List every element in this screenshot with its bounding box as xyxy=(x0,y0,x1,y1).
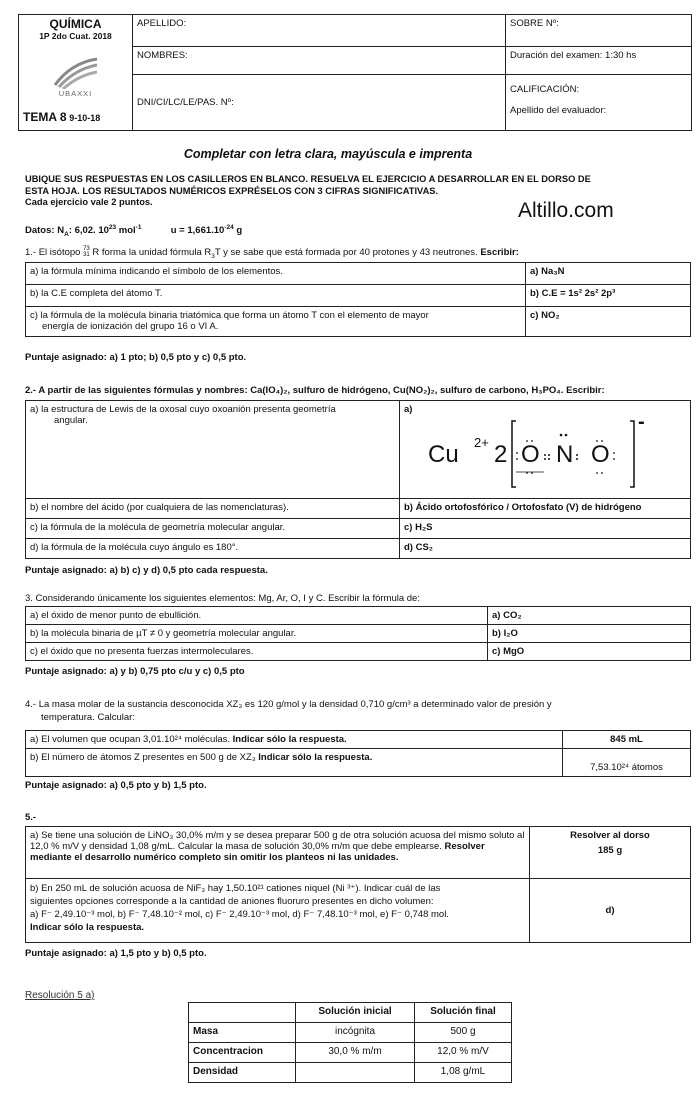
q5-a-text: a) Se tiene una solución de LiNO₃ 30,0% m/m y se desea preparar 500 g de otra solución acuosa del mismo soluto al 12,0 % m/V y densidad 1,08 g/mL. Calcular la masa de solución 30,0% m/m que debe emplearse. xyxy=(30,830,525,852)
q1-c-answer[interactable]: c) NO₂ xyxy=(526,307,691,337)
q2-c-question: c) la fórmula de la molécula de geometría molecular angular. xyxy=(26,519,400,539)
lewis-minus: - xyxy=(638,411,645,433)
q2-points: Puntaje asignado: a) b) c) y d) 0,5 pto cada respuesta. xyxy=(25,565,268,576)
lewis-o1: O xyxy=(521,441,540,468)
q1-intro-bold: Escribir: xyxy=(480,247,519,258)
datos-unit: mol xyxy=(116,225,136,237)
datos-exp: 23 xyxy=(108,224,117,231)
res-row0-col2: 500 g xyxy=(415,1023,512,1043)
res-row1-label: Concentracion xyxy=(189,1043,296,1063)
q3-b-question: b) la molécula binaria de µT ≠ 0 y geometría molecular angular. xyxy=(26,625,488,643)
q1-a-question: a) la fórmula mínima indicando el símbolo de los elementos. xyxy=(26,263,526,285)
datos-line xyxy=(25,224,242,238)
apellido-cell[interactable] xyxy=(133,15,506,47)
q5-b-bold: Indicar sólo la respuesta. xyxy=(30,922,145,933)
q1-intro xyxy=(25,246,519,263)
q1-intro-a: 1.- El isótopo xyxy=(25,247,84,258)
q2-d-question: d) la fórmula de la molécula cuyo ángulo es 180°. xyxy=(26,539,400,559)
lewis-structure xyxy=(428,411,688,495)
res-row2-col2: 1,08 g/mL xyxy=(415,1063,512,1083)
q3-points: Puntaje asignado: a) y b) 0,75 pto c/u y c) 0,5 pto xyxy=(25,666,245,677)
instructions-line3: Cada ejercicio vale 2 puntos. xyxy=(25,197,153,207)
res-row1-col2: 12,0 % m/V xyxy=(415,1043,512,1063)
lewis-n: N xyxy=(556,441,574,468)
res-row2-col1 xyxy=(296,1063,415,1083)
q5-points: Puntaje asignado: a) 1,5 pto y b) 0,5 pto. xyxy=(25,948,207,959)
q4-b-text: b) El número de átomos Z presentes en 500 g de XZ₃ xyxy=(30,752,259,763)
tema-date: 9-10-18 xyxy=(69,113,101,123)
q1-intro-b: R forma la unidad fórmula R xyxy=(89,247,212,258)
q3-table xyxy=(25,606,691,661)
q4-a-text: a) El volumen que ocupan 3,01.10²⁴ moléculas. xyxy=(30,734,233,745)
q2-a-question xyxy=(26,401,400,499)
q5-table xyxy=(25,826,691,943)
q1-points: Puntaje asignado: a) 1 pto; b) 0,5 pto y c) 0,5 pto. xyxy=(25,352,247,363)
q5-intro: 5.- xyxy=(25,812,37,823)
q2-intro-bold: Escribir: xyxy=(566,385,605,396)
q2-a-line1: a) la estructura de Lewis de la oxosal cuyo oxoanión presenta geometría xyxy=(30,404,336,415)
q1-c-question xyxy=(26,307,526,337)
q3-a-answer[interactable]: a) CO₂ xyxy=(488,607,691,625)
res-header-1: Solución inicial xyxy=(296,1003,415,1023)
q5-a-answer[interactable] xyxy=(530,827,691,879)
datos-sub: A xyxy=(64,231,69,239)
q4-b-question xyxy=(26,749,563,777)
datos-val: : 6,02. 10 xyxy=(68,225,109,237)
lewis-coef: 2 xyxy=(494,441,508,468)
q1-table xyxy=(25,262,691,337)
q2-intro-text: 2.- A partir de las siguientes fórmulas y nombres: Ca(IO₄)₂, sulfuro de hidrógeno, Cu(NO₂)₂, sulfuro de carbono, H₃PO₄. xyxy=(25,385,567,396)
course: 1P 2do Cuat. 2018 xyxy=(39,31,112,41)
res-header-0 xyxy=(189,1003,296,1023)
instructions-line2: ESTA HOJA. LOS RESULTADOS NUMÉRICOS EXPRÉSELOS CON 3 CIFRAS SIGNIFICATIVAS. xyxy=(25,185,439,196)
q2-a-answer[interactable] xyxy=(400,401,691,499)
q4-table xyxy=(25,730,691,777)
q4-b-answer[interactable]: 7,53.10²⁴ átomos xyxy=(563,749,691,777)
q4-intro xyxy=(25,698,552,724)
lewis-o2: O xyxy=(591,441,610,468)
q4-intro-line2: temperatura. Calcular: xyxy=(41,712,135,723)
q2-d-answer[interactable]: d) CS₂ xyxy=(400,539,691,559)
header-table xyxy=(18,14,692,131)
apellido-label: APELLIDO: xyxy=(137,18,187,29)
q1-intro-c: T y se sabe que está formada por 40 protones y 43 neutrones. xyxy=(214,247,481,258)
q3-c-question: c) el óxido que no presenta fuerzas intermoleculares. xyxy=(26,643,488,661)
q5-a-question xyxy=(26,827,530,879)
q2-c-answer[interactable]: c) H₂S xyxy=(400,519,691,539)
q3-c-answer[interactable]: c) MgO xyxy=(488,643,691,661)
instructions-title: Completar con letra clara, mayúscula e imprenta xyxy=(183,147,473,161)
q4-a-bold: Indicar sólo la respuesta. xyxy=(232,734,347,745)
lewis-charge: 2+ xyxy=(474,435,489,450)
res-row0-label: Masa xyxy=(189,1023,296,1043)
evaluador-label: Apellido del evaluador: xyxy=(510,105,607,116)
calificacion-label: CALIFICACIÓN: xyxy=(510,84,580,95)
q2-table xyxy=(25,400,691,559)
q4-points: Puntaje asignado: a) 0,5 pto y b) 1,5 pto. xyxy=(25,780,207,791)
u-unit: g xyxy=(233,225,243,237)
q5-a-answer2: 185 g xyxy=(597,845,623,856)
tema-line xyxy=(23,110,128,124)
logo-text: UBAXXI xyxy=(58,89,93,98)
q1-c-line2: energía de ionización del grupo 16 o VI A. xyxy=(42,321,219,332)
datos-label: Datos: N xyxy=(25,225,65,237)
q1-b-answer[interactable]: b) C.E = 1s² 2s² 2p³ xyxy=(526,285,691,307)
instructions-line1: UBIQUE SUS RESPUESTAS EN LOS CASILLEROS EN BLANCO. RESUELVA EL EJERCICIO A DESARROLLAR EN EL DORSO DE xyxy=(25,174,591,184)
q3-a-question: a) el óxido de menor punto de ebullición. xyxy=(26,607,488,625)
q2-intro xyxy=(25,384,605,397)
sobre-cell[interactable] xyxy=(506,15,692,47)
q5-b-line3: a) F⁻ 2,49.10⁻³ mol, b) F⁻ 7,48.10⁻² mol, c) F⁻ 2,49.10⁻³ mol, d) F⁻ 7,48.10⁻³ mol, e) F⁻ 0,748 mol. xyxy=(30,909,449,920)
q5-b-line2: siguientes opciones corresponde a la cantidad de aniones fluoruro presentes en dicho volumen: xyxy=(30,896,434,907)
iso-z: 31 xyxy=(83,252,90,259)
q1-a-answer[interactable]: a) Na₃N xyxy=(526,263,691,285)
u-exp: -24 xyxy=(224,224,234,231)
q1-b-question: b) la C.E completa del átomo T. xyxy=(26,285,526,307)
dni-label: DNI/CI/LC/LE/PAS. Nº: xyxy=(137,97,234,108)
sobre-label: SOBRE Nº: xyxy=(510,18,559,29)
iso-mass: 73 xyxy=(83,246,90,253)
q5-a-answer1: Resolver al dorso xyxy=(570,830,650,841)
q5-b-question xyxy=(26,879,530,943)
subject: QUÍMICA xyxy=(49,17,102,31)
q4-b-bold: Indicar sólo la respuesta. xyxy=(258,752,373,763)
q4-intro-line1: 4.- La masa molar de la sustancia desconocida XZ₃ es 120 g/mol y la densidad 0,710 g/cm³ a determinado valor de presión y xyxy=(25,699,552,710)
q4-a-answer[interactable]: 845 mL xyxy=(563,731,691,749)
res-row2-label: Densidad xyxy=(189,1063,296,1083)
isotope-notation xyxy=(83,246,90,258)
lewis-cu: Cu xyxy=(428,441,459,468)
q1-c-line1: c) la fórmula de la molécula binaria triatómica que forma un átomo T con el elemento de mayor xyxy=(30,310,429,321)
resolucion-table xyxy=(188,1002,512,1083)
duracion-label: Duración del examen: 1:30 hs xyxy=(510,50,637,61)
q3-b-answer[interactable]: b) I₂O xyxy=(488,625,691,643)
q1-intro-sub: 3 xyxy=(211,252,215,260)
q5-b-answer[interactable]: d) xyxy=(530,879,691,943)
tema: TEMA 8 xyxy=(23,110,67,124)
calificacion-cell[interactable] xyxy=(506,75,692,131)
res-row0-col1: incógnita xyxy=(296,1023,415,1043)
q3-intro: 3. Considerando únicamente los siguientes elementos: Mg, Ar, O, I y C. Escribir la fórmula de: xyxy=(25,593,420,604)
q2-a-line2: angular. xyxy=(54,415,88,426)
q2-a-label: a) xyxy=(404,404,413,415)
q2-b-question: b) el nombre del ácido (por cualquiera de las nomenclaturas). xyxy=(26,499,400,519)
header-logo-cell xyxy=(19,15,133,131)
res-header-2: Solución final xyxy=(415,1003,512,1023)
q5-b-line1: b) En 250 mL de solución acuosa de NiF₃ hay 1,50.10²¹ cationes niquel (Ni ³⁺). Indicar cuál de las xyxy=(30,883,441,894)
dni-cell[interactable] xyxy=(133,75,506,131)
nombres-label: NOMBRES: xyxy=(137,50,188,61)
nombres-cell[interactable] xyxy=(133,47,506,75)
q5-a-bold: Resolver mediante el desarrollo numérico completo sin omitir los planteos ni las unidades. xyxy=(30,841,485,863)
resolucion-title: Resolución 5 a) xyxy=(25,990,95,1001)
u-val: u = 1,661.10 xyxy=(170,225,225,237)
q4-a-question xyxy=(26,731,563,749)
q2-b-answer[interactable]: b) Ácido ortofosfórico / Ortofosfato (V) de hidrógeno xyxy=(400,499,691,519)
datos-unit-exp: -1 xyxy=(135,224,142,231)
duracion-cell xyxy=(506,47,692,75)
watermark: Altillo.com xyxy=(518,199,614,222)
ubaxxi-logo-icon xyxy=(51,55,101,89)
res-row1-col1: 30,0 % m/m xyxy=(296,1043,415,1063)
